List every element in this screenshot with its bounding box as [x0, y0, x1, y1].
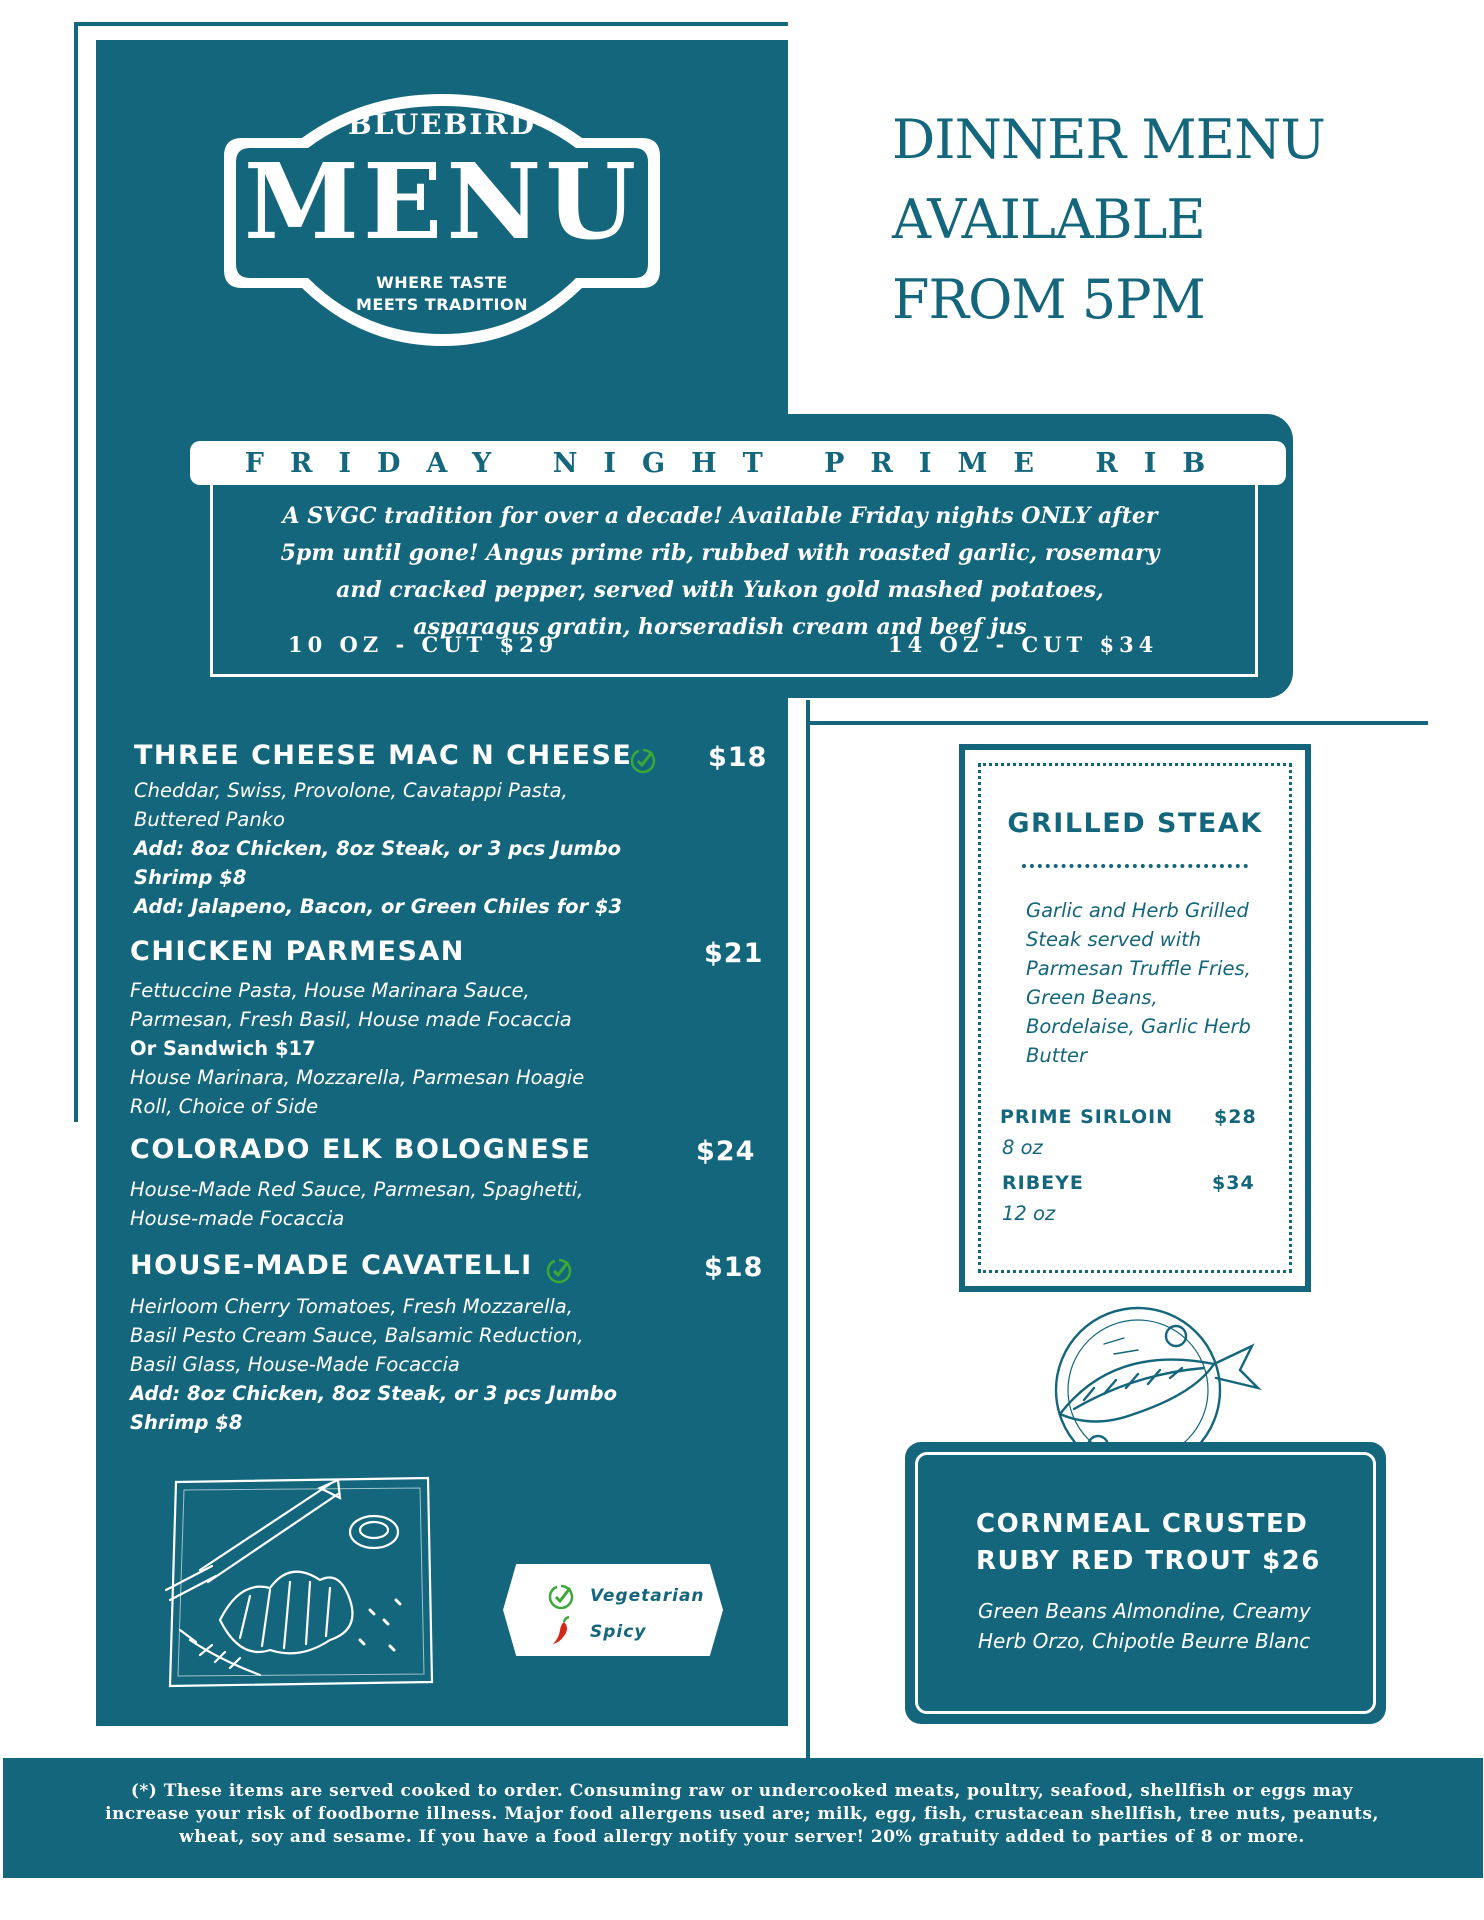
prime-rib-cut-10oz: 10 OZ - CUT $29 — [288, 632, 559, 657]
desc-line: House-Made Red Sauce, Parmesan, Spaghetti, — [130, 1178, 584, 1201]
steak-board-illustration — [160, 1470, 450, 1695]
prime-rib-description: A SVGC tradition for over a decade! Available Friday nights ONLY after 5pm until gone! Angus prime rib, rubbed with roasted garlic, rosemary and cracked pepper, served with Yukon gold mashed potatoes, asparagus gratin, horseradish cream and beef jus — [280, 503, 1160, 640]
frame-center-line — [806, 700, 810, 1762]
trout-card-border — [915, 1452, 1376, 1714]
frame-top-line — [74, 22, 788, 26]
add-on-line: Add: 8oz Chicken, 8oz Steak, or 3 pcs Jumbo — [130, 1382, 618, 1405]
prime-rib-title: FRIDAY NIGHT PRIME RIB — [244, 447, 1232, 479]
add-on-line: Add: Jalapeno, Bacon, or Green Chiles for $3 — [134, 895, 623, 918]
item-name-cavatelli: HOUSE-MADE CAVATELLI — [130, 1250, 533, 1281]
dinner-heading-line: DINNER MENU — [892, 108, 1325, 171]
item-desc-cavatelli — [130, 1292, 618, 1437]
vegetarian-icon — [546, 1258, 572, 1284]
desc-line: Green Beans, — [1026, 986, 1158, 1009]
trout-title-line: RUBY RED TROUT $26 — [976, 1546, 1321, 1576]
legend-vegetarian-label: Vegetarian — [590, 1586, 705, 1606]
item-desc-mac-n-cheese — [134, 776, 623, 921]
desc-line: Roll, Choice of Side — [130, 1095, 319, 1118]
item-price-elk-bolognese: $24 — [696, 1136, 756, 1167]
desc-line: Basil Glass, House-Made Focaccia — [130, 1353, 460, 1376]
desc-line: Bordelaise, Garlic Herb — [1026, 1015, 1251, 1038]
desc-line: Fettuccine Pasta, House Marinara Sauce, — [130, 979, 530, 1002]
item-desc-elk-bolognese — [130, 1175, 600, 1233]
logo-title: MENU — [243, 140, 641, 263]
add-on-line: Add: 8oz Chicken, 8oz Steak, or 3 pcs Jumbo — [134, 837, 622, 860]
legend-box — [503, 1564, 723, 1656]
footer-disclaimer — [40, 1780, 1444, 1849]
trout-description — [978, 1596, 1338, 1656]
add-on-line: Shrimp $8 — [134, 866, 247, 889]
trout-title-line: CORNMEAL CRUSTED — [976, 1509, 1309, 1539]
add-on-line: Shrimp $8 — [130, 1411, 243, 1434]
desc-line: House-made Focaccia — [130, 1207, 345, 1230]
footer-line: wheat, soy and sesame. If you have a food allergy notify your server! 20% gratuity added to parties of 8 or more. — [179, 1827, 1305, 1847]
grilled-steak-description — [1026, 896, 1266, 1070]
steak-option-name: PRIME SIRLOIN — [1000, 1106, 1174, 1128]
vegetarian-icon — [630, 748, 656, 774]
grilled-steak-divider — [1022, 864, 1248, 868]
logo — [212, 92, 672, 352]
desc-line: Herb Orzo, Chipotle Beurre Blanc — [978, 1629, 1311, 1653]
grilled-steak-title: GRILLED STEAK — [1007, 808, 1263, 839]
item-name-chicken-parmesan: CHICKEN PARMESAN — [130, 936, 465, 967]
footer-line: increase your risk of foodborne illness. Major food allergens used are; milk, egg, fish, crustacean shellfish, tree nuts, peanuts, — [105, 1804, 1379, 1824]
dinner-heading-line: FROM 5PM — [892, 268, 1205, 331]
desc-line: Parmesan, Fresh Basil, House made Focaccia — [130, 1008, 572, 1031]
frame-left-line — [74, 22, 78, 1122]
vegetarian-legend-icon — [548, 1584, 574, 1610]
desc-line: House Marinara, Mozzarella, Parmesan Hoagie — [130, 1066, 585, 1089]
item-name-mac-n-cheese: THREE CHEESE MAC N CHEESE — [134, 740, 633, 771]
steak-option-price: $28 — [1214, 1106, 1257, 1128]
prime-rib-cut-14oz: 14 OZ - CUT $34 — [888, 632, 1159, 657]
desc-line: Heirloom Cherry Tomatoes, Fresh Mozzarella, — [130, 1295, 573, 1318]
item-price-mac-n-cheese: $18 — [708, 742, 768, 773]
desc-line: Garlic and Herb Grilled — [1026, 899, 1249, 922]
frame-right-line — [806, 721, 1428, 725]
item-price-chicken-parmesan: $21 — [704, 938, 764, 969]
logo-brand: BLUEBIRD — [348, 108, 536, 141]
logo-tagline: WHERE TASTE MEETS TRADITION — [356, 273, 528, 314]
desc-line: Parmesan Truffle Fries, — [1026, 957, 1251, 980]
desc-line: Basil Pesto Cream Sauce, Balsamic Reduction, — [130, 1324, 584, 1347]
steak-option-size: 12 oz — [1002, 1202, 1056, 1225]
desc-line: Green Beans Almondine, Creamy — [978, 1599, 1311, 1623]
item-price-cavatelli: $18 — [704, 1252, 764, 1283]
trout-title — [976, 1506, 1336, 1580]
desc-line: Buttered Panko — [134, 808, 285, 831]
steak-option-name: RIBEYE — [1002, 1172, 1084, 1194]
item-desc-chicken-parmesan — [130, 976, 600, 1121]
steak-option-price: $34 — [1212, 1172, 1255, 1194]
desc-line: Butter — [1026, 1044, 1088, 1067]
steak-option-size: 8 oz — [1002, 1136, 1043, 1159]
footer-line: (*) These items are served cooked to order. Consuming raw or undercooked meats, poultry, seafood, shellfish or eggs may — [130, 1781, 1354, 1801]
alt-option-label: Or Sandwich $17 — [130, 1037, 316, 1060]
prime-rib-title-bar — [190, 441, 1286, 485]
chili-pepper-icon — [550, 1616, 572, 1646]
dinner-heading-line: AVAILABLE — [892, 188, 1205, 251]
desc-line: Steak served with — [1026, 928, 1202, 951]
item-name-elk-bolognese: COLORADO ELK BOLOGNESE — [130, 1134, 592, 1165]
dinner-menu-heading — [892, 100, 1342, 340]
legend-spicy-label: Spicy — [590, 1622, 647, 1642]
desc-line: Cheddar, Swiss, Provolone, Cavatappi Pasta, — [134, 779, 568, 802]
